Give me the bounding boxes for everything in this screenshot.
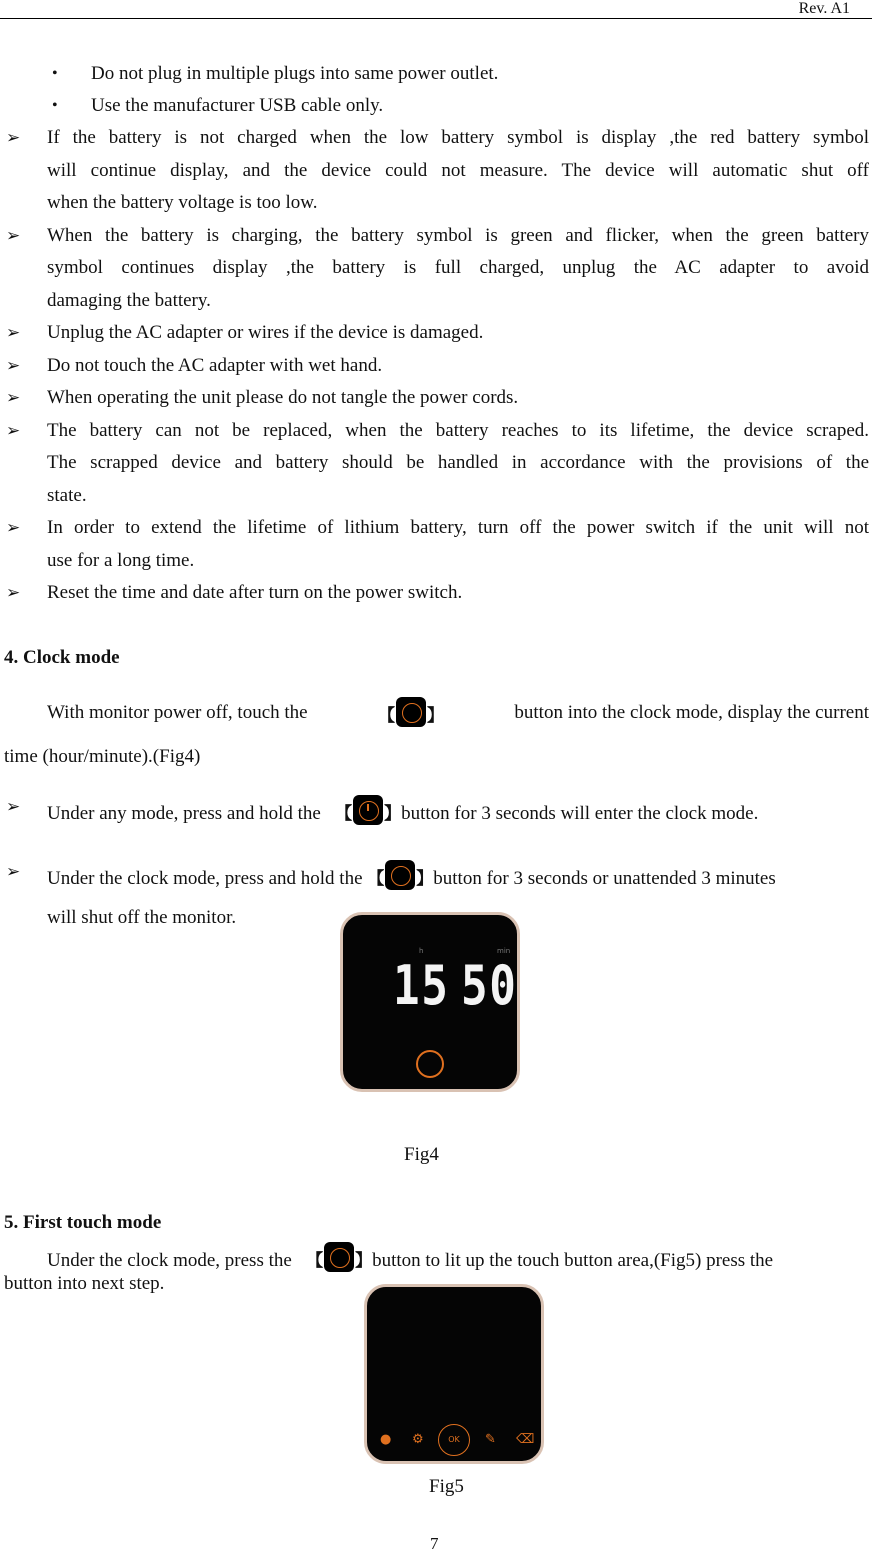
first-touch-line-1: Under the clock mode, press the 【 】button to lit up the touch button area,(Fig5) press the xyxy=(47,1242,773,1273)
intro-text-after: button into the clock mode, display the current xyxy=(514,701,869,723)
arrow-bullet-icon: ➢ xyxy=(6,862,21,882)
page-number: 7 xyxy=(430,1534,439,1552)
first-touch-line-2: button into next step. xyxy=(4,1273,165,1294)
clock-mode-intro xyxy=(47,697,869,728)
bullet-dot: • xyxy=(52,97,58,114)
header-rule xyxy=(0,18,872,19)
power-touch-ring-icon xyxy=(416,1050,444,1078)
bullet-item: Use the manufacturer USB cable only. xyxy=(91,95,384,116)
arrow-bullet-icon: ➢ xyxy=(6,518,21,538)
arrow-item-line: When the battery is charging, the battery symbol is green and flicker, when the green battery xyxy=(47,225,869,246)
arrow-item-line: when the battery voltage is too low. xyxy=(47,192,318,213)
arrow-bullet-icon: ➢ xyxy=(6,388,21,408)
power-button-icon xyxy=(353,795,383,825)
clock-device-figure xyxy=(340,912,520,1092)
arrow-item-line: In order to extend the lifetime of lithium battery, turn off the power switch if the unit will not xyxy=(47,517,869,538)
arrow-item-line: The battery can not be replaced, when the battery reaches to its lifetime, the device scraped. xyxy=(47,420,869,441)
section-4-heading: 4. Clock mode xyxy=(4,647,120,668)
fig5-caption: Fig5 xyxy=(429,1476,464,1497)
power-button-icon xyxy=(396,697,426,727)
clock-mode-item-2-line2: will shut off the monitor. xyxy=(47,907,237,928)
clock-mode-item-2: Under the clock mode, press and hold the 【 】button for 3 seconds or unattended 3 minutes xyxy=(47,860,776,891)
user-icon: ● xyxy=(380,1432,392,1447)
bullet-dot: • xyxy=(52,65,58,82)
arrow-bullet-icon: ➢ xyxy=(6,583,21,603)
power-button-icon xyxy=(324,1242,354,1272)
arrow-bullet-icon: ➢ xyxy=(6,421,21,441)
trash-icon: ⌫ xyxy=(516,1432,535,1447)
arrow-bullet-icon: ➢ xyxy=(6,356,21,376)
arrow-item-line: The scrapped device and battery should be handled in accordance with the provisions of the xyxy=(47,452,869,473)
arrow-bullet-icon: ➢ xyxy=(6,323,21,343)
arrow-item-line: will continue display, and the device could not measure. The device will automatic shut off xyxy=(47,160,869,181)
bullet-item: Do not plug in multiple plugs into same power outlet. xyxy=(91,63,499,84)
arrow-item-line: If the battery is not charged when the low battery symbol is display ,the red battery symbol xyxy=(47,127,869,148)
arrow-item-line: Do not touch the AC adapter with wet hand. xyxy=(47,355,383,376)
fig4-caption: Fig4 xyxy=(404,1144,439,1165)
clock-mode-item-1: Under any mode, press and hold the 【 】button for 3 seconds will enter the clock mode. xyxy=(47,795,758,826)
clock-mode-intro-line2: time (hour/minute).(Fig4) xyxy=(4,746,201,767)
arrow-item-line: use for a long time. xyxy=(47,550,195,571)
arrow-item-line: Reset the time and date after turn on the power switch. xyxy=(47,582,463,603)
arrow-bullet-icon: ➢ xyxy=(6,226,21,246)
clock-hour-display: 15 xyxy=(393,954,450,1017)
hour-label: h xyxy=(419,947,424,955)
memo-icon: ✎ xyxy=(485,1432,496,1447)
section-5-heading: 5. First touch mode xyxy=(4,1212,162,1233)
power-button-ref: 【 】 xyxy=(378,697,444,728)
ok-icon: OK xyxy=(438,1424,470,1456)
revision-label: Rev. A1 xyxy=(798,0,850,17)
arrow-item-line: damaging the battery. xyxy=(47,290,211,311)
power-button-icon xyxy=(385,860,415,890)
arrow-item-line: When operating the unit please do not tangle the power cords. xyxy=(47,387,519,408)
intro-text-before: With monitor power off, touch the xyxy=(47,701,308,723)
touch-device-figure xyxy=(364,1284,544,1464)
clock-minute-display: 50 xyxy=(461,954,518,1017)
arrow-bullet-icon: ➢ xyxy=(6,797,21,817)
gear-icon: ⚙ xyxy=(412,1432,424,1447)
arrow-item-line: state. xyxy=(47,485,87,506)
arrow-bullet-icon: ➢ xyxy=(6,128,21,148)
arrow-item-line: symbol continues display ,the battery is full charged, unplug the AC adapter to avoid xyxy=(47,257,869,278)
arrow-item-line: Unplug the AC adapter or wires if the device is damaged. xyxy=(47,322,484,343)
minute-label: min xyxy=(497,947,511,955)
